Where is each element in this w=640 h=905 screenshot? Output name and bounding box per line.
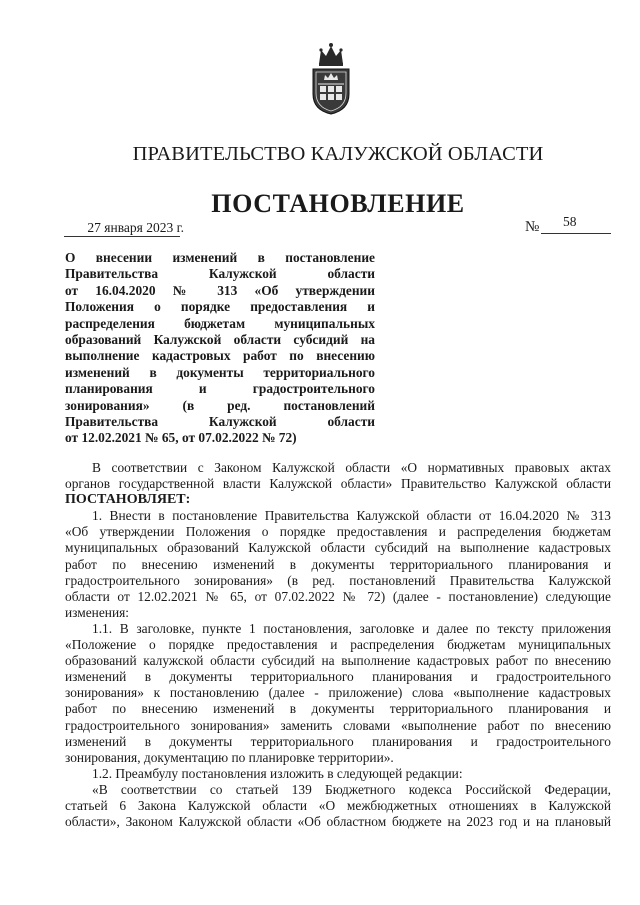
body-line: 1.2. Преамбулу постановления изложить в следующей редакции: xyxy=(92,765,463,781)
resolution-keyword: ПОСТАНОВЛЯЕТ: xyxy=(65,492,191,508)
kaluga-coat-of-arms-icon xyxy=(309,42,353,116)
document-date: 27 января 2023 г. xyxy=(87,220,184,235)
body-line: 1.1. В заголовке, пункте 1 постановления, заголовке и далее по тексту приложения xyxy=(92,620,611,636)
subject-line: от 16.04.2020 № 313 «Об утверждении xyxy=(65,282,375,298)
document-subject xyxy=(65,250,375,447)
subject-line: от 12.02.2021 № 65, от 07.02.2022 № 72) xyxy=(65,430,297,446)
subject-line: изменений в документы территориального xyxy=(65,364,375,380)
body-line: «В соответствии со статьей 139 Бюджетного кодекса Российской Федерации, xyxy=(92,781,611,797)
body-line: градостроительного зонирования» заменить словами «выполнение работ по внесению xyxy=(65,717,611,733)
body-line: области», Законом Калужской области «Об областном бюджете на 2023 год и на плановый xyxy=(65,814,611,830)
subject-line: Правительства Калужской области xyxy=(65,266,375,282)
body-line: В соответствии с Законом Калужской области «О нормативных правовых актах xyxy=(92,460,611,475)
subject-line: планирования и градостроительного xyxy=(65,381,375,397)
document-type-title: ПОСТАНОВЛЕНИЕ xyxy=(211,189,465,218)
body-line: работ по внесению изменений в документы территориального планирования и xyxy=(65,701,611,717)
body-line: зонирования» к постановлению (далее - приложение) слова «выполнение кадастровых xyxy=(65,685,611,701)
body-line: органов государственной власти Калужской области» Правительство Калужской области xyxy=(65,476,611,492)
document-number-label: № xyxy=(525,219,540,235)
body-line: «Об утверждении Положения о порядке предоставления и распределения бюджетам xyxy=(65,524,611,540)
body-line: изменения: xyxy=(65,604,130,620)
subject-line: зонирования» (в ред. постановлений xyxy=(65,397,375,413)
body-line: статьей 6 Закона Калужской области «О межбюджетных отношениях в Калужской xyxy=(65,797,611,813)
body-line: «Положение о порядке предоставления и распределения бюджетам муниципальных xyxy=(65,637,611,653)
subject-line: образований Калужской области субсидий на xyxy=(65,331,375,347)
body-line: образований калужской области субсидий на выполнение кадастровых работ по внесению xyxy=(65,653,611,669)
body-line: зонирования, документацию по планировке территории». xyxy=(65,749,394,765)
date-underline xyxy=(64,236,180,237)
document-body xyxy=(65,460,611,830)
body-line: муниципальных образований Калужской области субсидий на выполнение кадастровых xyxy=(65,540,611,556)
body-line: 1. Внести в постановление Правительства Калужской области от 16.04.2020 № 313 xyxy=(92,508,611,524)
subject-line: О внесении изменений в постановление xyxy=(65,250,375,265)
government-title: ПРАВИТЕЛЬСТВО КАЛУЖСКОЙ ОБЛАСТИ xyxy=(132,143,544,165)
subject-line: распределения бюджетам муниципальных xyxy=(65,315,375,331)
subject-line: Правительства Калужской области xyxy=(65,413,375,429)
subject-line: Положения о порядке предоставления и xyxy=(65,299,375,315)
subject-line: выполнение кадастровых работ по внесению xyxy=(65,348,375,364)
body-line: изменений в документы территориального планирования и градостроительного xyxy=(65,669,611,685)
body-line: градостроительного зонирования» (в ред. постановлений Правительства Калужской xyxy=(65,572,611,588)
body-line: работ по внесению изменений в документы территориального планирования и xyxy=(65,556,611,572)
document-number-value: 58 xyxy=(563,214,577,229)
body-line: изменений в документы территориального планирования и градостроительного xyxy=(65,733,611,749)
body-line: области от 12.02.2021 № 65, от 07.02.2022 № 72) (далее - постановление) следующие xyxy=(65,588,611,604)
number-underline xyxy=(541,233,611,234)
